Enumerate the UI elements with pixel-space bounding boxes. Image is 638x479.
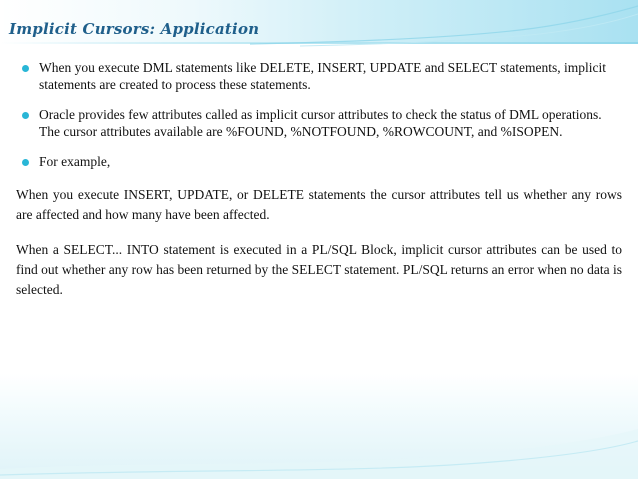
bottom-wave-decoration <box>0 409 638 479</box>
bullet-dot-icon <box>22 112 29 119</box>
bullet-item <box>20 60 622 93</box>
body-paragraph: When a SELECT... INTO statement is executed in a PL/SQL Block, implicit cursor attributes can be used to find out whether any row has been returned by the SELECT statement. PL/SQL returns an error when no data is selected. <box>16 241 622 297</box>
body-paragraph: When you execute INSERT, UPDATE, or DELETE statements the cursor attributes tell us whether any rows are affected and how many have been affected. <box>16 186 622 222</box>
bullet-dot-icon <box>22 159 29 166</box>
bullet-text: For example, <box>39 154 111 169</box>
bullet-item <box>20 107 622 140</box>
bullet-text: Oracle provides few attributes called as implicit cursor attributes to check the status of DML operations. The cursor attributes available are %FOUND, %NOTFOUND, %ROWCOUNT, and %ISOPEN. <box>39 107 602 139</box>
bullet-item <box>20 154 622 171</box>
bullet-list <box>20 60 622 171</box>
bullet-dot-icon <box>22 65 29 72</box>
slide-content <box>16 60 622 300</box>
bullet-text: When you execute DML statements like DELETE, INSERT, UPDATE and SELECT statements, implicit statements are created to process these statements. <box>39 60 606 92</box>
slide-title: Implicit Cursors: Application <box>9 20 260 38</box>
